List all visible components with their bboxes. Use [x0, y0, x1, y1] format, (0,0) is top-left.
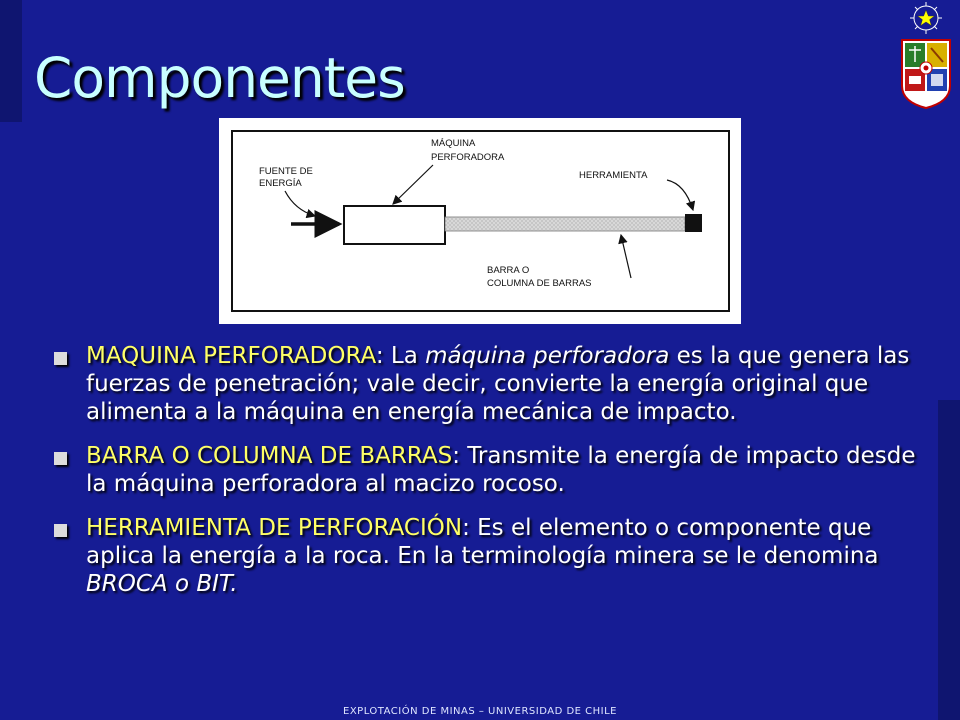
bullet-emphasis: BROCA o BIT.: [86, 571, 238, 597]
bullet-item: [50, 442, 920, 498]
barra-pointer-arrow: [621, 235, 631, 278]
maquina-pointer-arrow: [393, 165, 433, 204]
right-accent-bar: [938, 400, 960, 720]
slide-footer: EXPLOTACIÓN DE MINAS – UNIVERSIDAD DE CHILE: [343, 706, 617, 717]
bullet-term: MAQUINA PERFORADORA: [86, 343, 376, 369]
bullet-item: [50, 342, 920, 426]
bullet-text: [86, 515, 879, 597]
university-crest-icon: [896, 0, 956, 110]
square-bullet-icon: [54, 452, 67, 465]
bullet-text: [86, 343, 909, 425]
label-barra-line1: BARRA O: [487, 265, 530, 276]
bullet-item: [50, 514, 920, 598]
label-maquina-line1: MÁQUINA: [431, 138, 476, 149]
bullet-body: : Es el elemento o componente que aplica la energía a la roca. En la terminología minera se le denomina: [86, 515, 879, 569]
bullet-emphasis: máquina perforadora: [425, 343, 670, 369]
bullet-term: HERRAMIENTA DE PERFORACIÓN: [86, 515, 463, 541]
label-fuente-line2: ENERGÍA: [259, 178, 302, 189]
label-fuente-line1: FUENTE DE: [259, 166, 313, 177]
herramienta-pointer-arrow: [667, 180, 693, 210]
label-barra-line2: COLUMNA DE BARRAS: [487, 278, 592, 289]
square-bullet-icon: [54, 352, 67, 365]
fuente-curved-arrow: [285, 191, 315, 216]
bullet-body: : La: [375, 343, 426, 369]
bullet-text: [86, 443, 916, 497]
drilling-components-diagram: [219, 118, 741, 324]
machine-box: [344, 206, 445, 244]
square-bullet-icon: [54, 524, 67, 537]
bullet-body: es la que genera las fuerzas de penetración; vale decir, convierte la energía original que alimenta a la máquina en energía mecánica de impacto.: [86, 343, 910, 425]
slide-title: Componentes: [34, 46, 405, 110]
bullet-list: [50, 342, 920, 614]
shield-emblem: [902, 40, 950, 108]
label-herramienta: HERRAMIENTA: [579, 170, 648, 181]
bullet-term: BARRA O COLUMNA DE BARRAS: [86, 443, 453, 469]
drill-rod-bar: [445, 217, 685, 231]
drill-bit-block: [685, 214, 702, 232]
label-maquina-line2: PERFORADORA: [431, 152, 505, 163]
left-accent-bar: [0, 0, 22, 122]
bullet-body: : Transmite la energía de impacto desde la máquina perforadora al macizo rocoso.: [86, 443, 916, 497]
star-emblem: [910, 2, 942, 34]
